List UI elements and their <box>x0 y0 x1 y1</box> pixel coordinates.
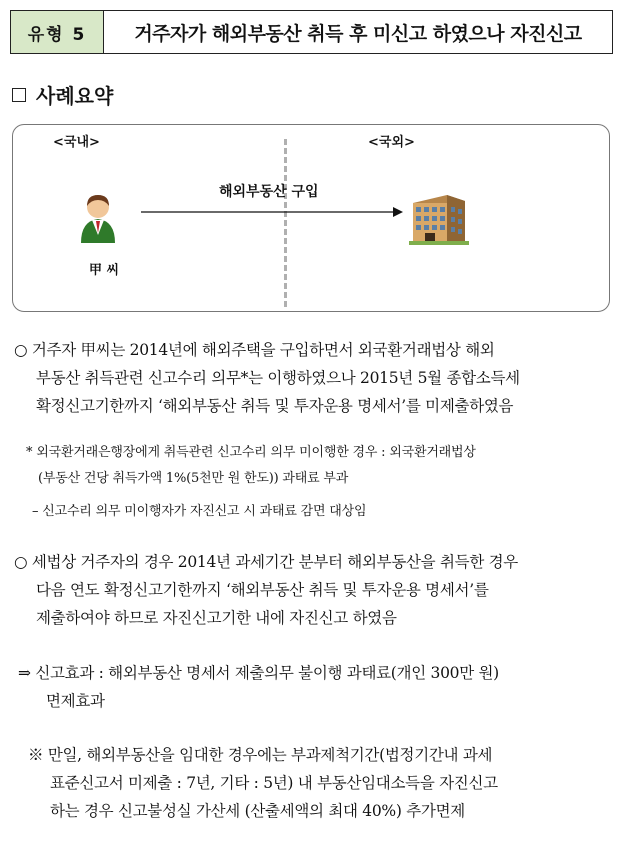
note-1-line-3: – 신고수리 의무 미이행자가 자진신고 시 과태료 감면 대상임 <box>32 504 367 519</box>
effect-line-1: ⇒ 신고효과 : 해외부동산 명세서 제출의무 불이행 과태료(개인 300만 원) <box>18 664 499 682</box>
case-diagram <box>12 124 610 312</box>
note-2-line-1: ※ 만일, 해외부동산을 임대한 경우에는 부과제척기간(법정기간내 과세 <box>28 746 493 764</box>
note-1-line-1: * 외국환거래은행장에게 취득관련 신고수리 의무 미이행한 경우 : 외국환거래법상 <box>26 445 476 460</box>
paragraph-2-line-3: 제출하여야 하므로 자진신고기한 내에 자진신고 하였음 <box>36 609 397 627</box>
building-icon <box>407 191 469 245</box>
person-icon <box>75 191 121 243</box>
case-type-label: 유형 5 <box>11 11 104 53</box>
note-2-line-2: 표준신고서 미제출 : 7년, 기타 : 5년) 내 부동산임대소득을 자진신고 <box>50 774 498 792</box>
paragraph-2-line-1: ○ 세법상 거주자의 경우 2014년 과세기간 분부터 해외부동산을 취득한 경우 <box>14 553 518 571</box>
checkbox-square-icon <box>12 88 26 102</box>
overseas-label: <국외> <box>368 135 415 150</box>
paragraph-1-line-1: ○ 거주자 甲씨는 2014년에 해외주택을 구입하면서 외국환거래법상 해외 <box>14 341 495 359</box>
case-title: 거주자가 해외부동산 취득 후 미신고 하였으나 자진신고 <box>134 22 582 45</box>
section-heading-text: 사례요약 <box>36 84 114 108</box>
domestic-label: <국내> <box>53 135 100 150</box>
person-label: 甲 씨 <box>89 263 120 278</box>
note-1-line-2: (부동산 건당 취득가액 1%(5천만 원 한도)) 과태료 부과 <box>38 471 349 486</box>
paragraph-1-line-3: 확정신고기한까지 ‘해외부동산 취득 및 투자운용 명세서’를 미제출하였음 <box>36 397 514 415</box>
domestic-overseas-divider <box>284 139 287 307</box>
case-title-box <box>10 10 613 54</box>
effect-line-2: 면제효과 <box>46 692 105 710</box>
purchase-arrow-icon <box>141 205 403 219</box>
paragraph-2-line-2: 다음 연도 확정신고기한까지 ‘해외부동산 취득 및 투자운용 명세서’를 <box>36 581 489 599</box>
section-heading <box>12 80 113 109</box>
paragraph-1-line-2: 부동산 취득관련 신고수리 의무*는 이행하였으나 2015년 5월 종합소득세 <box>36 369 520 387</box>
purchase-arrow-label: 해외부동산 구입 <box>219 184 319 200</box>
note-2-line-3: 하는 경우 신고불성실 가산세 (산출세액의 최대 40%) 추가면제 <box>50 802 465 820</box>
